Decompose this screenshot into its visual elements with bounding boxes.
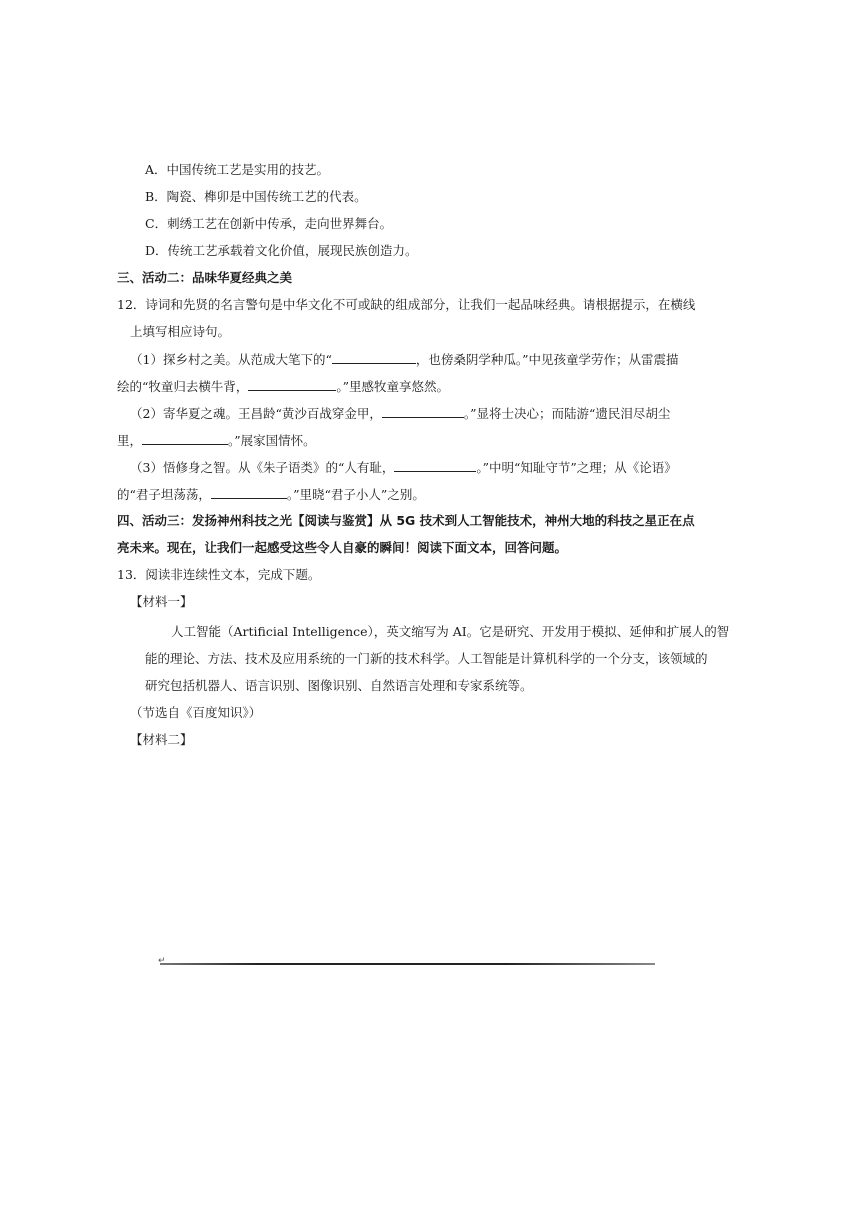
answer-blank-6[interactable] — [211, 486, 287, 499]
q12-part3-text-b: 。”中明“知耻守节”之理；从《论语》 — [476, 460, 677, 475]
q13-prompt: 13．阅读非连续性文本，完成下题。 — [117, 567, 321, 582]
material1-line2: 能的理论、方法、技术及应用系统的一门新的技术科学。人工智能是计算机科学的一个分支，该领域的 — [145, 651, 708, 666]
q12-part3-text-c: 的“君子坦荡荡， — [117, 487, 211, 502]
q12-part3-line2 — [117, 486, 425, 503]
q12-part1-text-a: （1）探乡村之美。从范成大笔下的“ — [130, 352, 332, 367]
q12-part3-text-a: （3）悟修身之智。从《朱子语类》的“人有耻， — [130, 460, 395, 475]
page-footer-rule — [160, 963, 655, 965]
q12-intro-line1: 12．诗词和先贤的名言警句是中华文化不可或缺的组成部分，让我们一起品味经典。请根据提示，在横线 — [117, 297, 696, 312]
section-four-heading-line1: 四、活动三：发扬神州科技之光【阅读与鉴赏】从 5G 技术到人工智能技术，神州大地的科技之星正在点 — [117, 513, 695, 528]
q12-part3-text-d: 。”里晓“君子小人”之别。 — [286, 487, 425, 502]
material1-label: 【材料一】 — [130, 594, 193, 609]
option-a: A．中国传统工艺是实用的技艺。 — [145, 162, 330, 177]
q12-part1-line2 — [117, 378, 449, 395]
q12-part1-text-b: ，也傍桑阴学种瓜。”中见孩童学劳作；从雷震描 — [415, 352, 679, 367]
material1-source: （节选自《百度知识》） — [130, 705, 262, 720]
q12-part1-text-c: 绘的“牧童归去横牛背， — [117, 379, 249, 394]
option-d: D．传统工艺承载着文化价值，展现民族创造力。 — [145, 243, 418, 258]
return-mark-icon: ↵ — [158, 956, 166, 966]
section-three-heading: 三、活动二：品味华夏经典之美 — [117, 270, 293, 285]
answer-blank-4[interactable] — [142, 432, 228, 445]
answer-blank-3[interactable] — [382, 405, 464, 418]
q12-part2-line1 — [130, 405, 670, 422]
q12-part1-line1 — [130, 351, 679, 368]
answer-blank-2[interactable] — [248, 378, 336, 391]
q12-part2-line2 — [117, 432, 316, 449]
material1-line3: 研究包括机器人、语言识别、图像识别、自然语言处理和专家系统等。 — [145, 678, 533, 693]
q12-part2-text-a: （2）寄华夏之魂。王昌龄“黄沙百战穿金甲， — [130, 406, 382, 421]
q12-intro-line2: 上填写相应诗句。 — [130, 324, 231, 339]
section-four-heading-line2: 亮未来。现在，让我们一起感受这些令人自豪的瞬间！阅读下面文本，回答问题。 — [117, 540, 568, 555]
answer-blank-5[interactable] — [394, 459, 476, 472]
q12-part2-text-d: 。”展家国情怀。 — [228, 433, 316, 448]
answer-blank-1[interactable] — [332, 351, 416, 364]
material1-line1: 人工智能（Artificial Intelligence），英文缩写为 AI。它是研究、开发用于模拟、延伸和扩展人的智 — [171, 624, 730, 639]
q12-part3-line1 — [130, 459, 677, 476]
option-b: B．陶瓷、榫卯是中国传统工艺的代表。 — [145, 189, 367, 204]
q12-part1-text-d: 。”里感牧童享悠然。 — [336, 379, 450, 394]
q12-part2-text-b: 。”显将士决心；而陆游“遗民泪尽胡尘 — [463, 406, 671, 421]
option-c: C．刺绣工艺在创新中传承，走向世界舞台。 — [145, 216, 393, 231]
q12-part2-text-c: 里， — [117, 433, 143, 448]
material2-label: 【材料二】 — [130, 732, 193, 747]
